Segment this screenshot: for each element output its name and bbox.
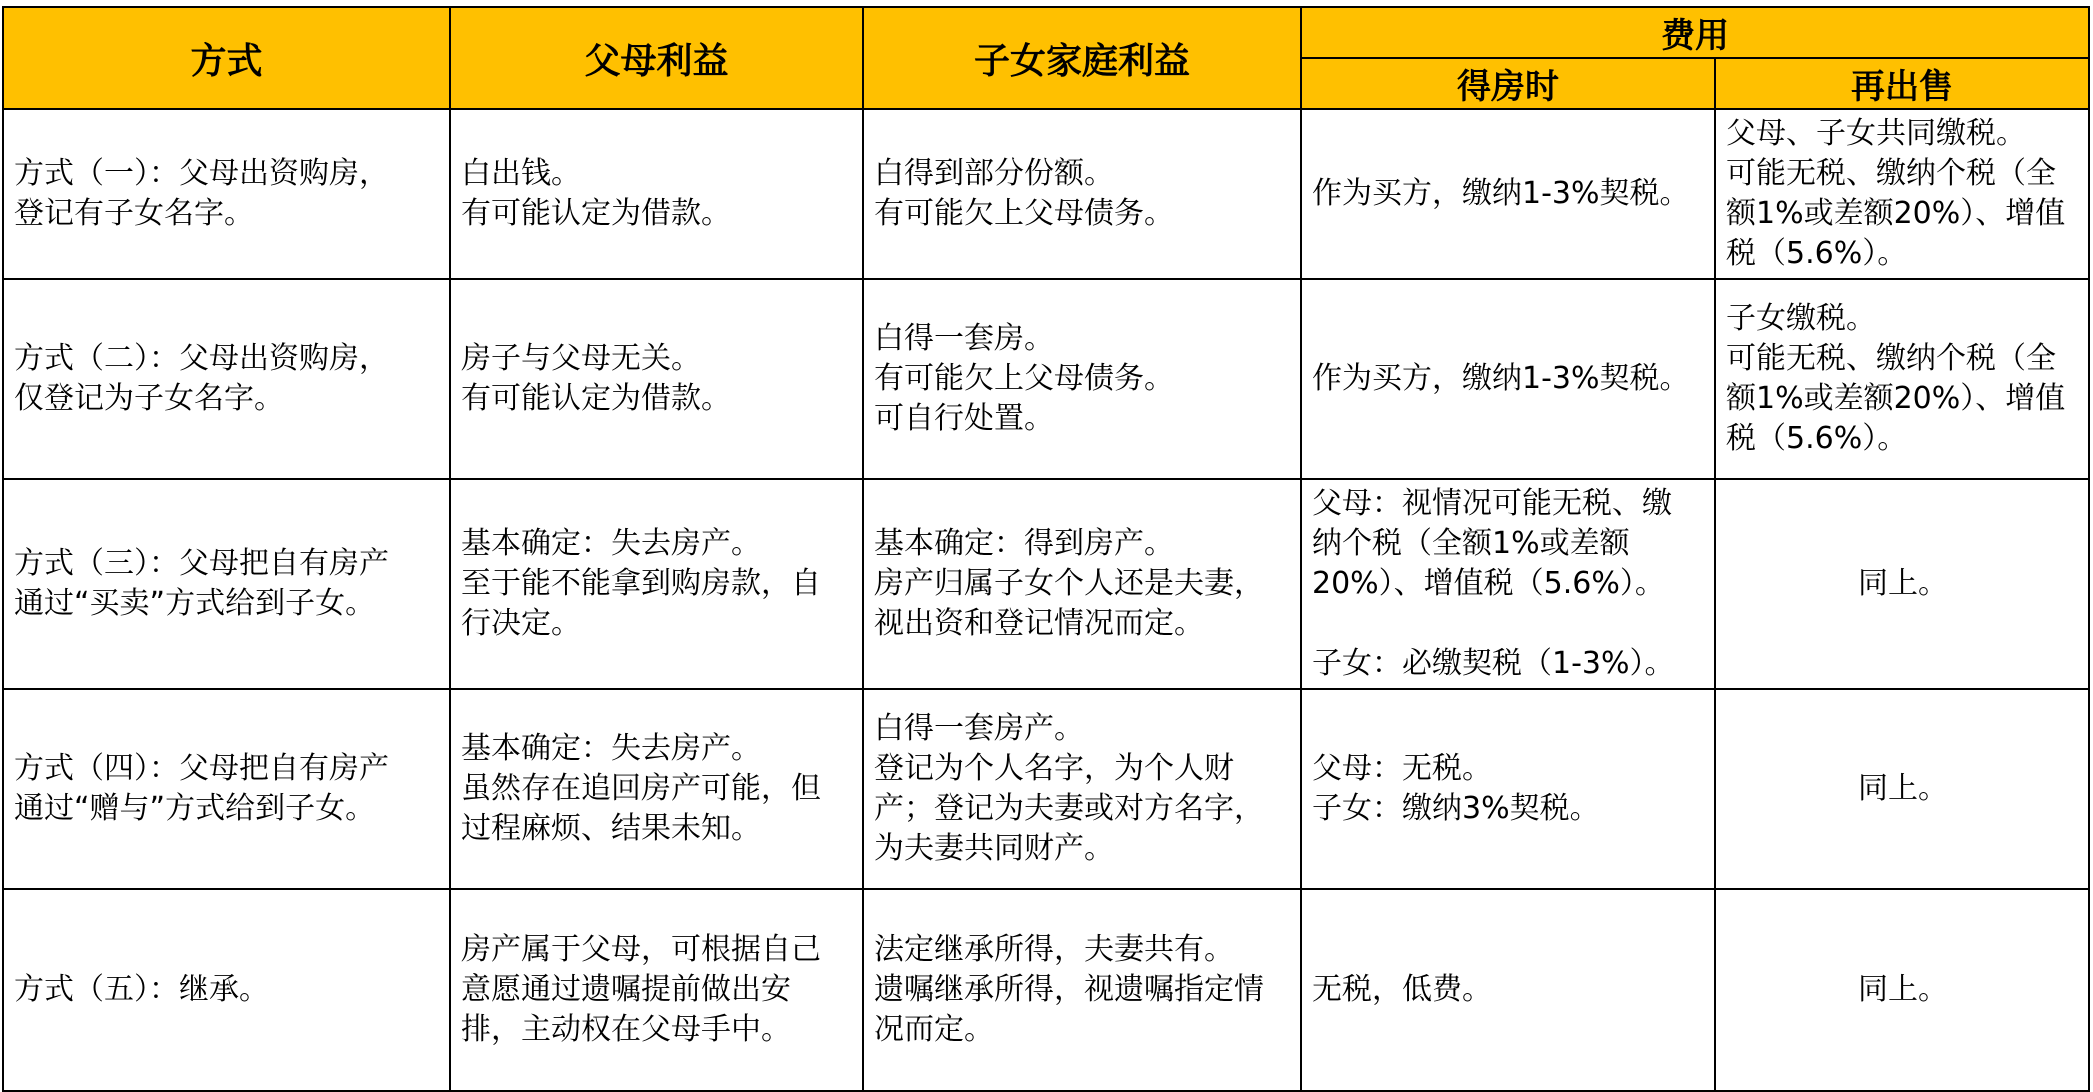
cell-text-line: 方式（一）：父母出资购房， (14, 156, 389, 191)
cell-text-line: 房产属于父母，可根据自己 (461, 932, 821, 967)
cell-text-line: 意愿通过遗嘱提前做出安 (461, 972, 791, 1007)
cell-text-line: 额1%或差额20%）、增值 (1726, 381, 2066, 416)
cell-text-line: 通过“买卖”方式给到子女。 (14, 586, 376, 621)
cell-text-line: 遗嘱继承所得，视遗嘱指定情 (874, 972, 1264, 1007)
cell-cost-on-resale (1715, 109, 2089, 279)
cell-parent-benefit (450, 889, 863, 1091)
table-row (3, 479, 2089, 689)
cell-text-line: 有可能认定为借款。 (461, 381, 731, 416)
cell-method (3, 279, 450, 479)
header-row-top (3, 7, 2089, 58)
table-row (3, 279, 2089, 479)
cell-text-line: 虽然存在追回房产可能，但 (461, 771, 821, 806)
cell-text-line: 房子与父母无关。 (461, 341, 701, 376)
cell-method (3, 109, 450, 279)
cell-child-family-benefit (863, 109, 1301, 279)
table-body (3, 109, 2089, 1091)
cell-text-line: 有可能欠上父母债务。 (874, 361, 1174, 396)
table-row (3, 689, 2089, 889)
cell-text-line: 作为买方，缴纳1-3%契税。 (1312, 361, 1690, 396)
header-on-acquire: 得房时 (1301, 58, 1715, 109)
blank-line (1312, 604, 1706, 644)
cell-text-line: 登记有子女名字。 (14, 196, 254, 231)
table-header (3, 7, 2089, 109)
cell-cost-on-acquire (1301, 689, 1715, 889)
cell-parent-benefit (450, 479, 863, 689)
cell-text-line: 视出资和登记情况而定。 (874, 606, 1204, 641)
cell-child-family-benefit (863, 479, 1301, 689)
header-child-family-benefit: 子女家庭利益 (863, 7, 1301, 109)
cell-text-line: 同上。 (1858, 972, 1948, 1007)
property-transfer-comparison-table (2, 6, 2090, 1092)
cell-text-line: 有可能认定为借款。 (461, 196, 731, 231)
header-on-resale: 再出售 (1715, 58, 2089, 109)
cell-text-line: 白得到部分份额。 (874, 156, 1114, 191)
cell-text-line: 父母：视情况可能无税、缴 (1312, 486, 1672, 521)
cell-text-line: 白得一套房。 (874, 321, 1054, 356)
cell-text-line: 方式（四）：父母把自有房产 (14, 751, 389, 786)
cell-text-line: 况而定。 (874, 1012, 994, 1047)
table-row (3, 889, 2089, 1091)
header-method: 方式 (3, 7, 450, 109)
cell-text-line: 纳个税（全额1%或差额 (1312, 526, 1630, 561)
cell-parent-benefit (450, 109, 863, 279)
cell-text-line: 额1%或差额20%）、增值 (1726, 196, 2066, 231)
cell-child-family-benefit (863, 689, 1301, 889)
cell-cost-on-resale (1715, 889, 2089, 1091)
cell-text-line: 登记为个人名字，为个人财 (874, 751, 1234, 786)
cell-text-line: 过程麻烦、结果未知。 (461, 811, 761, 846)
cell-text-line: 父母：无税。 (1312, 751, 1492, 786)
cell-text-line: 法定继承所得，夫妻共有。 (874, 932, 1234, 967)
cell-text-line: 白得一套房产。 (874, 711, 1084, 746)
cell-text-line: 基本确定：失去房产。 (461, 526, 761, 561)
table-row (3, 109, 2089, 279)
cell-text-line: 方式（二）：父母出资购房， (14, 341, 389, 376)
cell-text-line: 子女：必缴契税（1-3%）。 (1312, 646, 1675, 681)
cell-text-line: 子女：缴纳3%契税。 (1312, 791, 1600, 826)
cell-text-line: 基本确定：失去房产。 (461, 731, 761, 766)
cell-cost-on-acquire (1301, 109, 1715, 279)
cell-text-line: 仅登记为子女名字。 (14, 381, 284, 416)
cell-text-line: 房产归属子女个人还是夫妻， (874, 566, 1264, 601)
cell-child-family-benefit (863, 279, 1301, 479)
cell-text-line: 无税，低费。 (1312, 972, 1492, 1007)
cell-text-line: 可能无税、缴纳个税（全 (1726, 341, 2056, 376)
cell-cost-on-resale (1715, 689, 2089, 889)
cell-text-line: 可自行处置。 (874, 401, 1054, 436)
cell-text-line: 同上。 (1858, 566, 1948, 601)
cell-cost-on-acquire (1301, 479, 1715, 689)
cell-method (3, 479, 450, 689)
comparison-table-frame (2, 6, 2088, 1062)
cell-text-line: 父母、子女共同缴税。 (1726, 116, 2026, 151)
cell-child-family-benefit (863, 889, 1301, 1091)
cell-method (3, 889, 450, 1091)
cell-cost-on-resale (1715, 279, 2089, 479)
cell-text-line: 税（5.6%）。 (1726, 236, 1908, 271)
cell-text-line: 税（5.6%）。 (1726, 421, 1908, 456)
cell-text-line: 行决定。 (461, 606, 581, 641)
cell-text-line: 有可能欠上父母债务。 (874, 196, 1174, 231)
cell-cost-on-resale (1715, 479, 2089, 689)
header-parent-benefit: 父母利益 (450, 7, 863, 109)
cell-parent-benefit (450, 279, 863, 479)
cell-cost-on-acquire (1301, 889, 1715, 1091)
cell-text-line: 同上。 (1858, 771, 1948, 806)
cell-text-line: 基本确定：得到房产。 (874, 526, 1174, 561)
cell-cost-on-acquire (1301, 279, 1715, 479)
cell-text-line: 20%）、增值税（5.6%）。 (1312, 566, 1665, 601)
cell-text-line: 通过“赠与”方式给到子女。 (14, 791, 376, 826)
cell-text-line: 至于能不能拿到购房款，自 (461, 566, 821, 601)
cell-text-line: 可能无税、缴纳个税（全 (1726, 156, 2056, 191)
header-cost: 费用 (1301, 7, 2089, 58)
cell-text-line: 产；登记为夫妻或对方名字， (874, 791, 1264, 826)
cell-text-line: 作为买方，缴纳1-3%契税。 (1312, 176, 1690, 211)
cell-text-line: 为夫妻共同财产。 (874, 831, 1114, 866)
cell-method (3, 689, 450, 889)
cell-text-line: 白出钱。 (461, 156, 581, 191)
cell-text-line: 子女缴税。 (1726, 301, 1876, 336)
cell-text-line: 方式（五）：继承。 (14, 972, 269, 1007)
cell-text-line: 方式（三）：父母把自有房产 (14, 546, 389, 581)
cell-text-line: 排，主动权在父母手中。 (461, 1012, 791, 1047)
cell-parent-benefit (450, 689, 863, 889)
